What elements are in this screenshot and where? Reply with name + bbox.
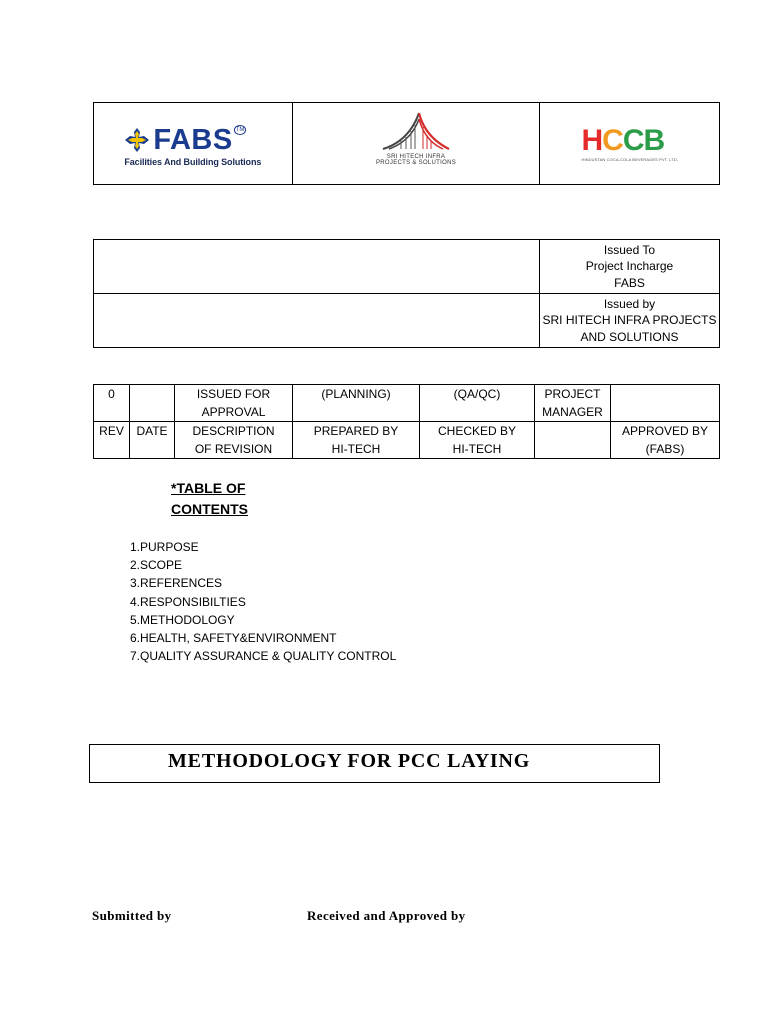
hccb-logo: [581, 123, 678, 162]
sri-hitech-arch-icon: [381, 111, 451, 151]
issued-to-label: Issued To: [603, 242, 656, 257]
sri-hitech-logo: [376, 111, 456, 166]
issue-to-blank-cell: [94, 240, 540, 294]
toc-item: 4.RESPONSIBILTIES: [130, 594, 246, 609]
issued-to-cell: [540, 240, 720, 294]
rev-header: REV: [94, 422, 130, 459]
approved-by-header: APPROVED BY (FABS): [611, 422, 720, 459]
document-title-box: [89, 744, 660, 783]
revision-table: [93, 384, 720, 459]
prepared-cell: (PLANNING): [293, 385, 420, 422]
checked-cell: (QA/QC): [420, 385, 535, 422]
hccb-logo-cell: [540, 103, 720, 185]
fabs-cross-icon: [124, 127, 150, 153]
sri-hitech-tagline: PROJECTS & SOLUTIONS: [376, 159, 457, 166]
issued-by-cell: [540, 294, 720, 348]
toc-item: 7.QUALITY ASSURANCE & QUALITY CONTROL: [130, 649, 397, 664]
approved-cell: [611, 385, 720, 422]
sri-hitech-name: SRI HITECH INFRA: [386, 153, 446, 160]
fabs-logo: [124, 125, 261, 167]
issued-by-org-line1: SRI HITECH INFRA PROJECTS: [542, 313, 717, 328]
date-header: DATE: [130, 422, 175, 459]
manager-header: [535, 422, 611, 459]
document-title: METHODOLOGY FOR PCC LAYING: [168, 750, 531, 772]
issued-to-org: FABS: [614, 275, 645, 290]
fabs-logo-cell: [94, 103, 293, 185]
toc-item: 6.HEALTH, SAFETY&ENVIRONMENT: [130, 631, 337, 646]
toc-item: 5.METHODOLOGY: [130, 612, 235, 627]
toc-item: 3.REFERENCES: [130, 576, 223, 591]
issued-by-label: Issued by: [603, 296, 656, 311]
toc-list: [130, 538, 396, 665]
sri-hitech-logo-cell: [292, 103, 540, 185]
description-cell: ISSUED FOR APPROVAL: [175, 385, 293, 422]
toc-heading: [171, 478, 248, 520]
fabs-wordmark: FABS: [153, 124, 233, 156]
toc-heading-line2: CONTENTS: [171, 501, 248, 517]
toc-item: 1.PURPOSE: [130, 540, 199, 554]
rev-cell: 0: [94, 385, 130, 422]
date-cell: [130, 385, 175, 422]
prepared-by-header: PREPARED BY HI-TECH: [293, 422, 420, 459]
received-approved-by-label: Received and Approved by: [307, 908, 466, 923]
description-header: DESCRIPTION OF REVISION: [175, 422, 293, 459]
manager-cell: PROJECT MANAGER: [535, 385, 611, 422]
toc-item: 2.SCOPE: [130, 558, 183, 573]
issue-by-blank-cell: [94, 294, 540, 348]
fabs-tm-mark: TM: [235, 127, 245, 133]
checked-by-header: CHECKED BY HI-TECH: [420, 422, 535, 459]
submitted-by-label: Submitted by: [92, 908, 172, 923]
hccb-wordmark: HCCB: [581, 123, 665, 157]
hccb-subtitle: HINDUSTAN COCA-COLA BEVERAGES PVT. LTD.: [581, 156, 678, 162]
issued-to-role: Project Incharge: [585, 259, 674, 274]
issue-table: [93, 239, 720, 348]
issued-by-org-line2: AND SOLUTIONS: [580, 329, 679, 344]
fabs-subtitle: Facilities And Building Solutions: [124, 157, 262, 167]
revision-row: [94, 385, 720, 422]
revision-header-row: [94, 422, 720, 459]
logo-table: [93, 102, 720, 185]
toc-heading-line1: *TABLE OF: [171, 480, 246, 496]
